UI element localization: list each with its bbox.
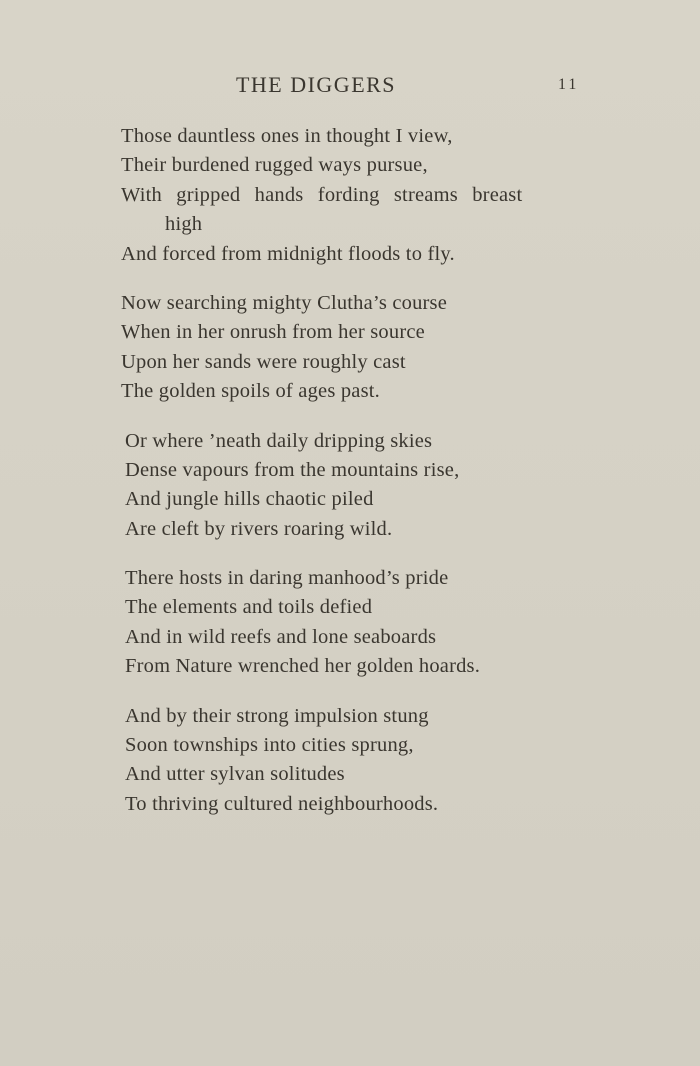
poem-line: From Nature wrenched her golden hoards. — [125, 655, 481, 678]
poem-line: And by their strong impulsion stung — [125, 704, 429, 727]
poem-line: And utter sylvan solitudes — [125, 763, 345, 786]
poem-line: Are cleft by rivers roaring wild. — [125, 517, 393, 540]
page-number: 11 — [558, 76, 580, 93]
poem-line: With gripped hands fording streams breast — [121, 183, 523, 206]
poem-line: Soon townships into cities sprung, — [125, 734, 414, 757]
poem-line: When in her onrush from her source — [121, 321, 425, 344]
poem — [121, 122, 591, 839]
poem-line: Upon her sands were roughly cast — [121, 350, 406, 373]
poem-line-continuation: high — [165, 213, 203, 236]
running-head — [0, 70, 700, 102]
poem-line: And forced from midnight floods to fly. — [121, 242, 455, 265]
poem-line: The golden spoils of ages past. — [121, 380, 380, 403]
poem-line: And in wild reefs and lone seaboards — [125, 625, 437, 648]
poem-line: The elements and toils defied — [125, 596, 373, 619]
stanza-1 — [121, 122, 591, 269]
poem-line: Dense vapours from the mountains rise, — [125, 458, 460, 481]
poem-line: Their burdened rugged ways pursue, — [121, 154, 428, 177]
stanza-3 — [125, 427, 591, 545]
stanza-4 — [125, 564, 591, 682]
poem-line: To thriving cultured neighbourhoods. — [125, 792, 439, 815]
poem-line: And jungle hills chaotic piled — [125, 488, 374, 511]
poem-line: Now searching mighty Clutha’s course — [121, 291, 448, 314]
stanza-2 — [121, 289, 591, 407]
running-title: THE DIGGERS — [235, 72, 397, 97]
poem-line: There hosts in daring manhood’s pride — [125, 567, 449, 590]
poem-line: Or where ’neath daily dripping skies — [125, 429, 433, 452]
poem-line: Those dauntless ones in thought I view, — [121, 125, 453, 147]
stanza-5 — [125, 702, 591, 820]
